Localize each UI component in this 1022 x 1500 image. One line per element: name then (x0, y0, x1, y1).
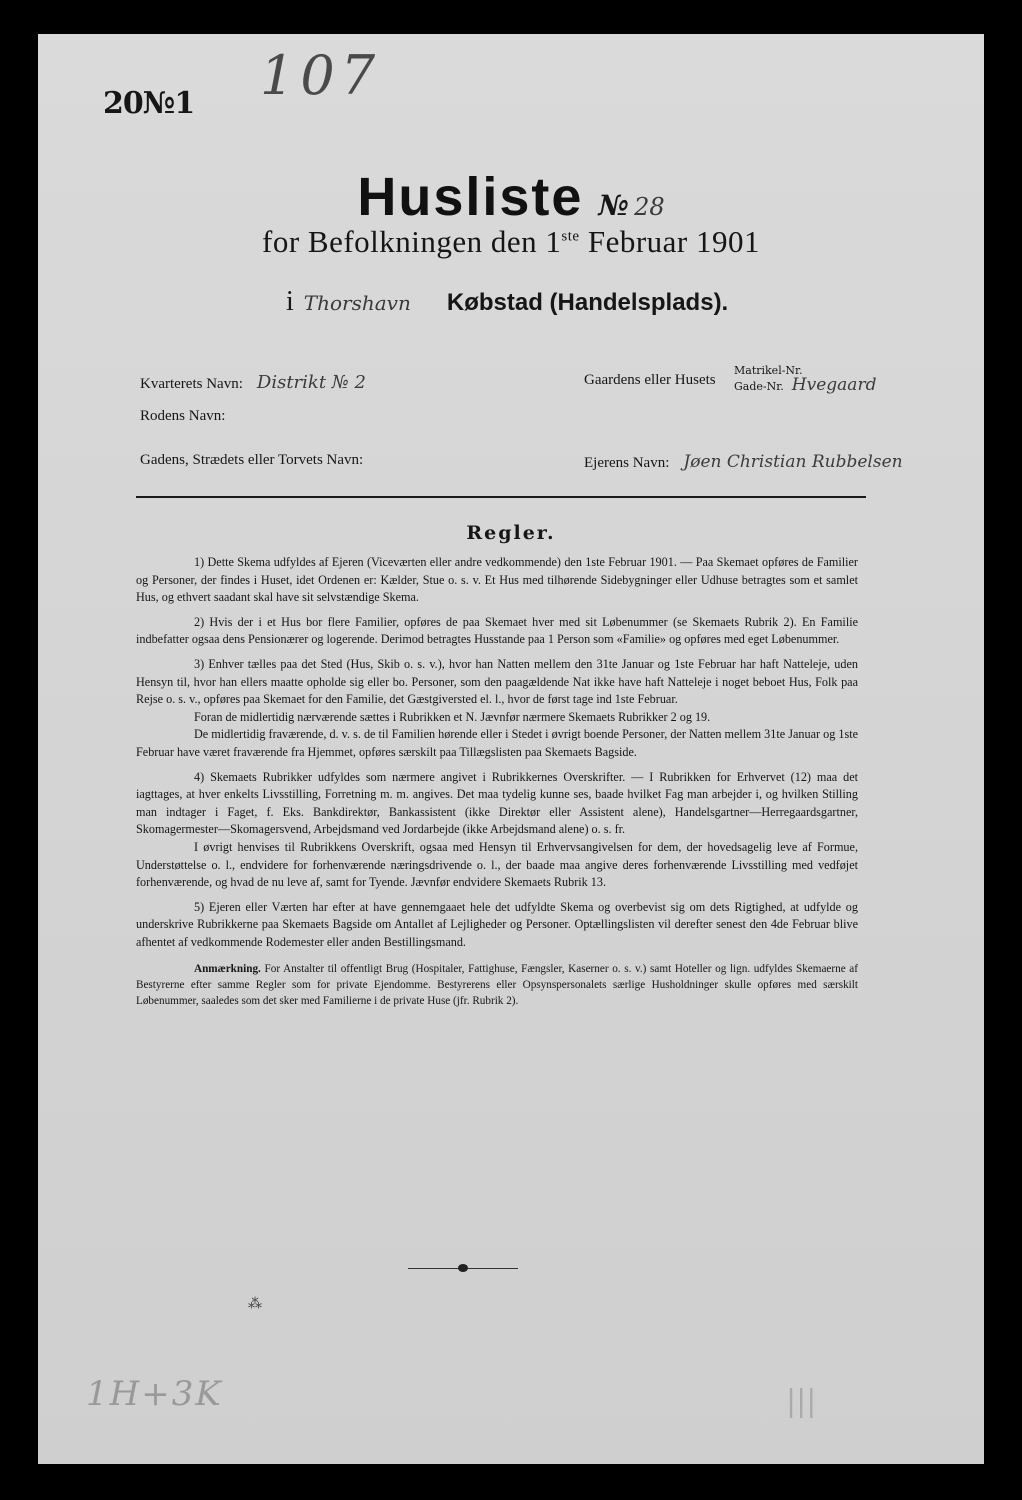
title-row (38, 166, 984, 228)
annotation-label: Anmærkning. (194, 963, 261, 976)
rule-4: 4) Skemaets Rubrikker udfyldes som nærmere angivet i Rubrikkernes Overskrifter. — I Rubrikken for Erhvervet (12) maa det iagttages, at hver enkelts Livsstilling, Forretning m. m. angives. Det maa tydelig kunne ses, baade hvilket Fag man arbejder i, og hvilken Stilling man indtager i Faget, f. Eks. Bankdirektør, Bankassistent (ikke Direktør eller Assistent alene), Handelsgartner—Herregaardsgartner, Skomagermester—Skomagersvend, Arbejdsmand ved Jordarbejde (ikke Arbejdsmand alene) o. s. fr. (136, 769, 858, 837)
ornament-dot (458, 1264, 468, 1272)
roden-label: Rodens Navn: (140, 408, 226, 424)
place-prefix: i (286, 286, 294, 317)
annotation-text: For Anstalter til offentligt Brug (Hospitaler, Fattighuse, Fængsler, Kaserner o. s. v.) samt Hoteller og lign. udfyldes Skemaerne af Bestyrerne efter samme Regler som for private Ejendomme. Bestyrerens eller Opsynspersonalets særlige Husholdninger skulle opføres med særskilt Løbenummer, saaledes som det sker med Familierne i de private Huse (jfr. Rubrik 2). (136, 963, 859, 1008)
subtitle-date (38, 224, 984, 260)
rules-heading: Regler. (466, 522, 556, 544)
annotation (136, 961, 858, 1009)
pencil-note: 1H+3K (86, 1374, 223, 1414)
rule-1: 1) Dette Skema udfyldes af Ejeren (Viceværten eller andre vedkommende) den 1ste Februar 1901. — Paa Skemaet opføres de Familier og Personer, der findes i Huset, idet Ordenen er: Kælder, Stue o. s. v. Et Hus med tilhørende Sidebygninger eller Udhuse betragtes som et samlet Hus, og ethvert saadant skal have sit selvstændige Skema. (136, 555, 858, 605)
rule-5: 5) Ejeren eller Værten har efter at have gennemgaaet hele det udfyldte Skema og overbevist sig om dets Rigtighed, at udfylde og underskrive Rubrikkerne paa Skemaets Bagside om Antallet af Lejligheder og Personer. Optællingslisten vil derefter senest den 4de Februar blive afhentet af vedkommende Rodemester eller anden Bestillingsmand. (136, 899, 858, 949)
subtitle-sup: ste (561, 228, 580, 245)
kvarter-value: Distrikt № 2 (256, 372, 366, 393)
ejer-label: Ejerens Navn: (584, 455, 670, 471)
place-value: Thorshavn (303, 291, 411, 315)
divider (136, 496, 866, 498)
rule-3c: De midlertidig fraværende, d. v. s. de til Familien hørende eller i Stedet i øvrigt boende Personer, der Natten mellem 31te Januar og 1ste Februar have været fraværende fra Hjemmet, opføres særskilt paa Tillægslisten paa Skemaets Bagside. (136, 727, 858, 759)
gadenr-value: Hvegaard (791, 375, 877, 395)
gadenr-row (734, 375, 877, 395)
ink-mark: ⁂ (248, 1296, 262, 1312)
place-line (286, 286, 728, 318)
rule-3: 3) Enhver tælles paa det Sted (Hus, Skib o. s. v.), hvor han Natten mellem den 31te Januar og 1ste Februar har haft Natteleje, uden Hensyn til, hvor han ellers maatte opholde sig eller bo. Personer, som den paagældende Nat ikke have haft Natteleje i noget beboet Hus, Folk paa Rejse o. s. v., opføres paa Skemaet for den Familie, det Gæstgiversted el. l., hvor de først tage ind 1ste Februar. (136, 656, 858, 707)
rule-2: 2) Hvis der i et Hus bor flere Familier, opføres de paa Skemaet hver med sit Løbenummer (se Skemaets Rubrik 2). En Familie indbefatter ogsaa dens Pensionærer og logerende. Derimod betragtes Husstande paa 1 Person som «Familie» og opføres med eget Løbenummer. (136, 614, 858, 647)
census-form-page (38, 34, 984, 1464)
matrikel-label: Matrikel-Nr. (734, 364, 803, 377)
subtitle-pre: for Befolkningen den 1 (262, 224, 562, 259)
pencil-tally-mark: ||| (786, 1384, 817, 1419)
handwritten-number: 107 (260, 44, 382, 107)
page-title: Husliste (357, 167, 584, 227)
ejer-field (584, 452, 903, 472)
rules-body (136, 554, 858, 1016)
kvarter-label: Kvarterets Navn: (140, 376, 243, 392)
ejer-value: Jøen Christian Rubbelsen (683, 452, 903, 472)
number-value: 28 (634, 193, 665, 221)
gaard-label: Gaardens eller Husets (584, 372, 716, 388)
rule-4b: I øvrigt henvises til Rubrikkens Overskrift, ogsaa med Hensyn til Erhvervsangivelsen for dem, der hovedsagelig leve af Formue, Understøttelse o. l., endvidere for forhenværende næringsdrivende o. l., der baade maa angive deres forhenværende Livsstilling med vedføjet forhenværende, og hvad de nu leve af, samt for Tyende. Jævnfør endvidere Skemaets Rubrik 13. (136, 839, 858, 890)
subtitle-post: Februar 1901 (587, 224, 760, 259)
number-label: № (598, 189, 629, 222)
gaard-brace (734, 364, 876, 394)
gadenr-label: Gade-Nr. (734, 380, 784, 393)
place-type: Købstad (Handelsplads). (446, 289, 729, 316)
archive-stamp: 20№1 (103, 86, 195, 121)
kvarter-field (140, 372, 366, 393)
rule-3b: Foran de midlertidig nærværende sættes i Rubrikken et N. Jævnfør nærmere Skemaets Rubrikker 2 og 19. (194, 709, 711, 724)
gade-label: Gadens, Strædets eller Torvets Navn: (140, 452, 364, 468)
